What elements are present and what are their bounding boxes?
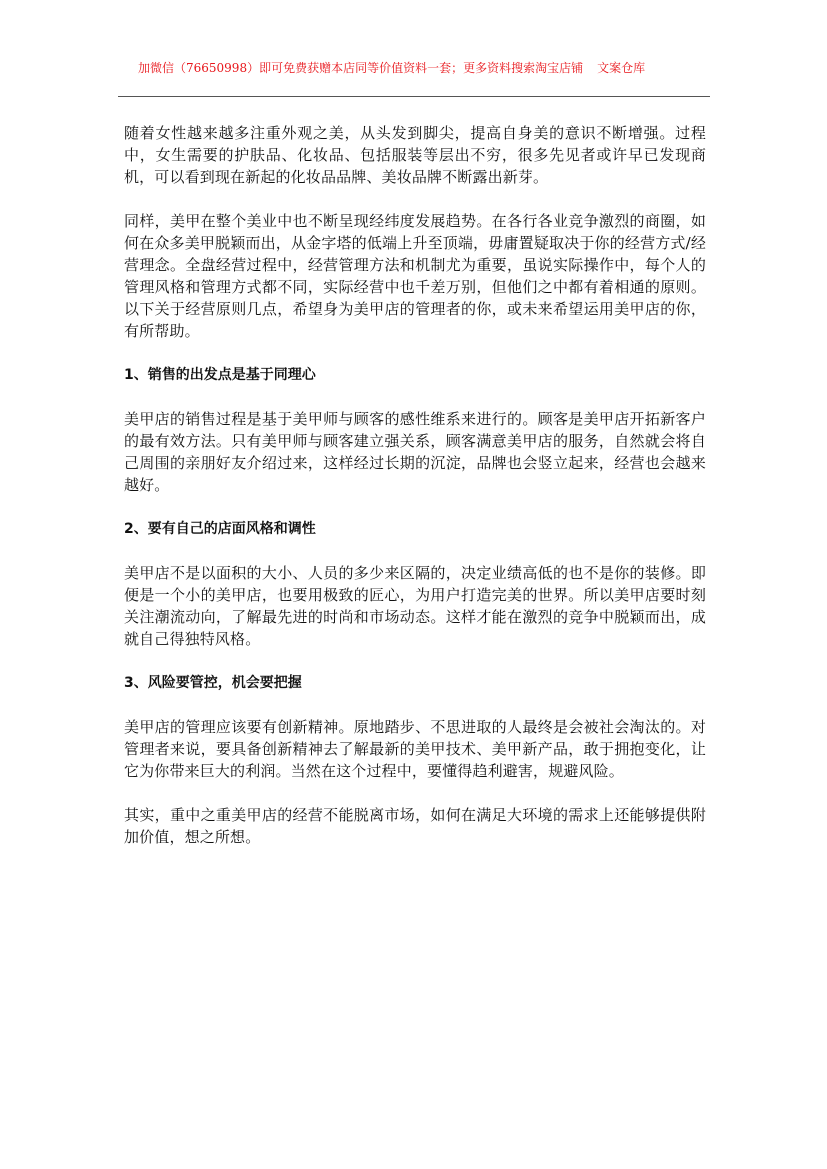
section-2-paragraph: 美甲店不是以面积的大小、人员的多少来区隔的，决定业绩高低的也不是你的装修。即便是一个小的美甲店，也要用极致的匠心，为用户打造完美的世界。所以美甲店要时刻关注潮流动向，了解最先进的时尚和市场动态。这样才能在激烈的竞争中脱颖而出，成就自己得独特风格。 bbox=[124, 564, 706, 648]
header-promo-text: 加微信（76650998）即可免费获赠本店同等价值资料一套；更多资料搜索淘宝店铺 bbox=[138, 61, 584, 75]
section-1-paragraph: 美甲店的销售过程是基于美甲师与顾客的感性维系来进行的。顾客是美甲店开拓新客户的最有效方法。只有美甲师与顾客建立强关系，顾客满意美甲店的服务，自然就会将自己周围的亲朋好友介绍过来，这样经过长期的沉淀，品牌也会竖立起来，经营也会越来越好。 bbox=[124, 410, 706, 494]
conclusion-paragraph: 其实，重中之重美甲店的经营不能脱离市场，如何在满足大环境的需求上还能够提供附加价值，想之所想。 bbox=[124, 806, 706, 846]
section-1-heading: 1、销售的出发点是基于同理心 bbox=[124, 367, 316, 383]
header-divider bbox=[118, 96, 710, 97]
intro-paragraph-1: 随着女性越来越多注重外观之美，从头发到脚尖，提高自身美的意识不断增强。过程中，女生需要的护肤品、化妆品、包括服装等层出不穷，很多先见者或许早已发现商机，可以看到现在新起的化妆品品牌、美妆品牌不断露出新芽。 bbox=[124, 124, 706, 186]
intro-paragraph-2: 同样，美甲在整个美业中也不断呈现经纬度发展趋势。在各行各业竞争激烈的商圈，如何在众多美甲脱颖而出，从金字塔的低端上升至顶端，毋庸置疑取决于你的经营方式/经营理念。全盘经营过程中，经营管理方法和机制尤为重要，虽说实际操作中，每个人的管理风格和管理方式都不同，实际经营中也千差万别，但他们之中都有着相通的原则。以下关于经营原则几点，希望身为美甲店的管理者的你，或未来希望运用美甲店的你，有所帮助。 bbox=[124, 212, 706, 340]
article-body bbox=[124, 122, 706, 870]
section-2-heading: 2、要有自己的店面风格和调性 bbox=[124, 521, 316, 537]
header-shop-name: 文案仓库 bbox=[597, 61, 646, 75]
section-3-heading: 3、风险要管控，机会要把握 bbox=[124, 675, 302, 691]
page-header bbox=[118, 58, 710, 78]
section-3-paragraph: 美甲店的管理应该要有创新精神。原地踏步、不思进取的人最终是会被社会淘汰的。对管理者来说，要具备创新精神去了解最新的美甲技术、美甲新产品，敢于拥抱变化，让它为你带来巨大的利润。当然在这个过程中，要懂得趋利避害，规避风险。 bbox=[124, 718, 706, 780]
